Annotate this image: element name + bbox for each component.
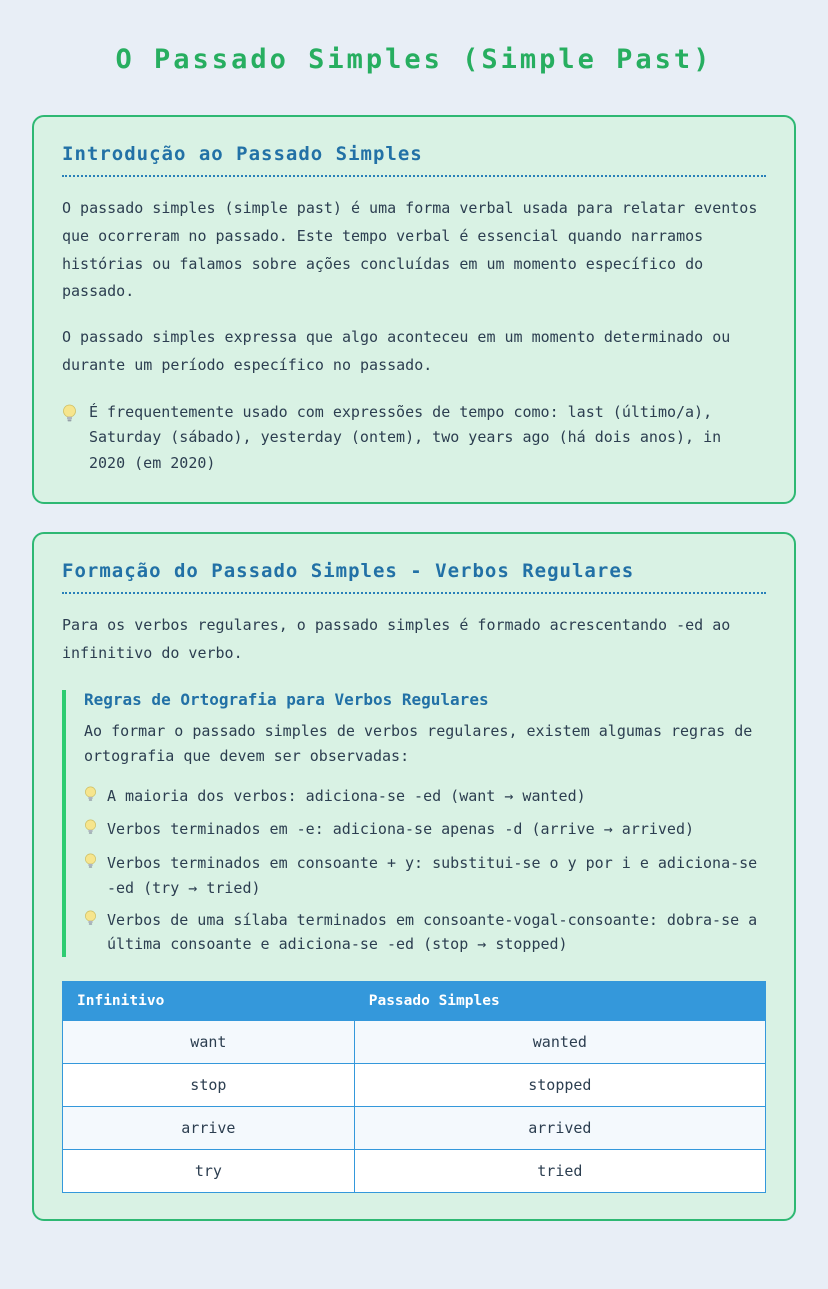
lightbulb-icon	[84, 786, 97, 811]
rule-item	[84, 851, 766, 901]
section-heading-formacao: Formação do Passado Simples - Verbos Regulares	[62, 560, 766, 594]
section-formacao	[32, 532, 796, 1221]
page-title: O Passado Simples (Simple Past)	[115, 44, 713, 75]
rule-item	[84, 817, 766, 844]
verbs-table	[62, 981, 766, 1193]
table-row	[63, 1064, 766, 1107]
table-cell-past: wanted	[354, 1021, 765, 1064]
rule-text: A maioria dos verbos: adiciona-se -ed (want → wanted)	[107, 786, 586, 805]
table-row	[63, 1021, 766, 1064]
table-header-row	[63, 982, 766, 1021]
paragraph-intro-2: O passado simples expressa que algo aconteceu em um momento determinado ou durante um período específico no passado.	[62, 328, 731, 374]
table-cell-past: tried	[354, 1150, 765, 1193]
table-cell-infinitive: want	[63, 1021, 355, 1064]
rule-item	[84, 908, 766, 958]
subsection-intro: Ao formar o passado simples de verbos regulares, existem algumas regras de ortografia que devem ser observadas:	[84, 721, 753, 765]
lightbulb-icon	[84, 910, 97, 935]
table-header-infinitivo: Infinitivo	[63, 982, 355, 1021]
tip-text: É frequentemente usado com expressões de tempo como: last (último/a), Saturday (sábado), yesterday (ontem), two years ago (há dois anos), in 2020 (em 2020)	[89, 402, 722, 472]
table-header-passado-simples: Passado Simples	[354, 982, 765, 1021]
lightbulb-icon	[62, 404, 77, 433]
section-introducao	[32, 115, 796, 504]
section-heading-introducao: Introdução ao Passado Simples	[62, 143, 766, 177]
rule-item	[84, 784, 766, 811]
tip-time-expressions	[62, 400, 766, 477]
table-row	[63, 1150, 766, 1193]
paragraph-intro-1: O passado simples (simple past) é uma forma verbal usada para relatar eventos que ocorreram no passado. Este tempo verbal é essencial quando narramos histórias ou falamos sobre ações concluídas em um momento específico do passado.	[62, 199, 758, 301]
table-cell-past: arrived	[354, 1107, 765, 1150]
rule-text: Verbos terminados em -e: adiciona-se apenas -d (arrive → arrived)	[107, 820, 694, 839]
rule-text: Verbos de uma sílaba terminados em consoante-vogal-consoante: dobra-se a última consoante e adiciona-se -ed (stop → stopped)	[107, 910, 758, 954]
paragraph-formacao-intro: Para os verbos regulares, o passado simples é formado acrescentando -ed ao infinitivo do verbo.	[62, 616, 731, 662]
table-cell-infinitive: try	[63, 1150, 355, 1193]
lightbulb-icon	[84, 819, 97, 844]
table-row	[63, 1107, 766, 1150]
lightbulb-icon	[84, 853, 97, 878]
table-cell-infinitive: stop	[63, 1064, 355, 1107]
subsection-heading: Regras de Ortografia para Verbos Regulares	[84, 689, 489, 709]
table-cell-past: stopped	[354, 1064, 765, 1107]
table-cell-infinitive: arrive	[63, 1107, 355, 1150]
rule-text: Verbos terminados em consoante + y: substitui-se o y por i e adiciona-se -ed (try → tried)	[107, 854, 758, 897]
subsection-regras-ortografia	[62, 690, 766, 958]
